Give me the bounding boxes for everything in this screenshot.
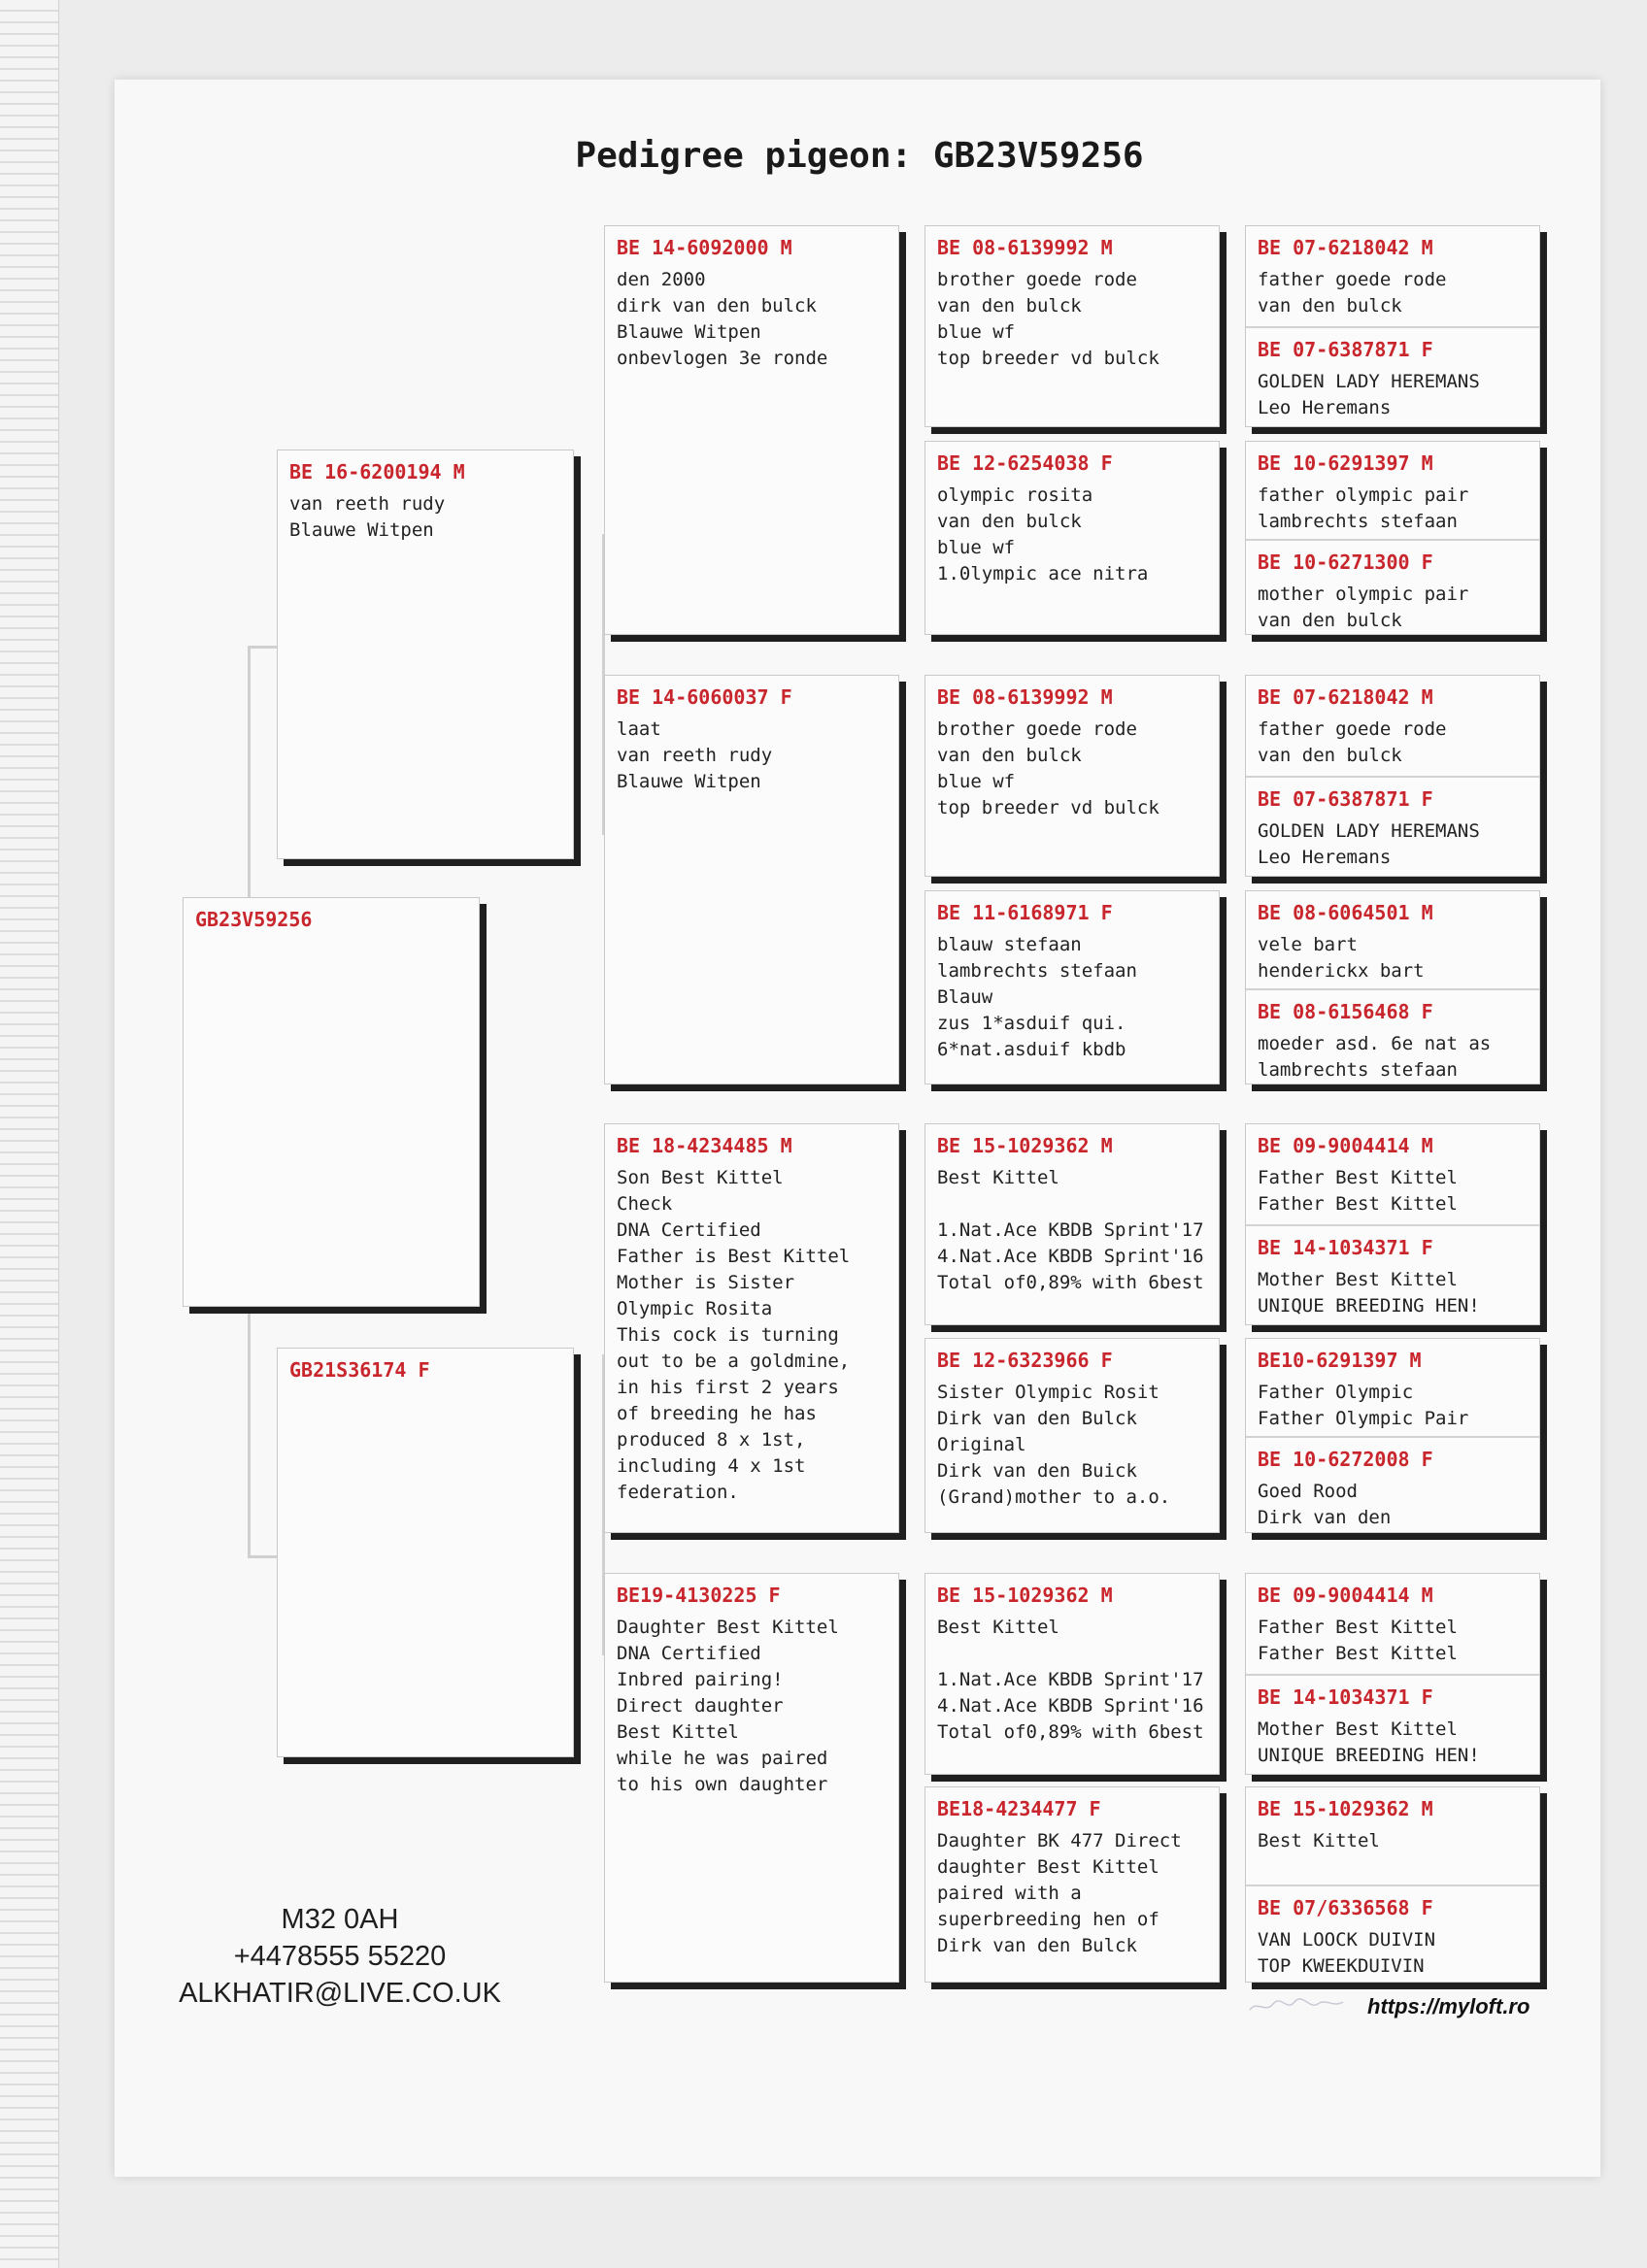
pigeon-card-sire (277, 450, 574, 859)
connector-line (248, 1555, 279, 1558)
pedigree-cell (1246, 1124, 1539, 1224)
pedigree-cell (278, 450, 573, 858)
pigeon-card-great-grandparent (924, 225, 1220, 427)
pigeon-notes: Mother Best Kittel UNIQUE BREEDING HEN! (1258, 1718, 1480, 1766)
pigeon-card-gen4-pair (1245, 441, 1540, 635)
signature-mark (1248, 1996, 1345, 2016)
pigeon-notes: Best Kittel 1.Nat.Ace KBDB Sprint'17 4.Nat.Ace KBDB Sprint'16 Total of0,89% with 6best (937, 1167, 1204, 1293)
pigeon-card-great-grandparent (924, 1123, 1220, 1325)
pigeon-notes: vele bart henderickx bart (1258, 934, 1425, 982)
ring-number: BE 10-6291397 M (1258, 451, 1433, 475)
pedigree-cell (925, 1574, 1219, 1774)
pigeon-notes: father olympic pair lambrechts stefaan (1258, 484, 1469, 532)
ring-number: BE 09-9004414 M (1258, 1584, 1433, 1607)
contact-email: ALKHATIR@LIVE.CO.UK (179, 1978, 501, 2009)
pigeon-card-grandparent (604, 225, 899, 635)
pedigree-cell (605, 1124, 898, 1532)
pigeon-card-great-grandparent (924, 675, 1220, 877)
pigeon-notes: Mother Best Kittel UNIQUE BREEDING HEN! (1258, 1269, 1480, 1317)
pigeon-notes: father goede rode van den bulck (1258, 269, 1447, 317)
pigeon-notes: father goede rode van den bulck (1258, 718, 1447, 766)
ring-number: BE 10-6271300 F (1258, 550, 1433, 574)
pigeon-notes: mother olympic pair van den bulck (1258, 584, 1469, 631)
ring-number: BE 15-1029362 M (937, 1584, 1113, 1607)
website-link[interactable]: https://myloft.ro (1367, 1994, 1530, 2018)
ring-number: BE 12-6323966 F (937, 1349, 1113, 1372)
contact-postcode: M32 0AH (281, 1904, 399, 1935)
ring-number: BE 07-6218042 M (1258, 685, 1433, 709)
ring-number: GB23V59256 (195, 908, 313, 931)
ring-number: BE 08-6064501 M (1258, 901, 1433, 924)
pigeon-notes: den 2000 dirk van den bulck Blauwe Witpen onbevlogen 3e ronde (617, 269, 828, 369)
pedigree-cell (1246, 1224, 1539, 1325)
pedigree-cell (1246, 1787, 1539, 1884)
ring-number: BE 09-9004414 M (1258, 1134, 1433, 1157)
pedigree-cell (605, 226, 898, 634)
pedigree-cell (1246, 539, 1539, 635)
connector-line (248, 646, 279, 649)
pigeon-notes: Best Kittel (1258, 1830, 1380, 1851)
pigeon-card-gen4-pair (1245, 1786, 1540, 1983)
contact-info (165, 1901, 515, 2012)
ring-number: BE 07-6387871 F (1258, 338, 1433, 361)
pigeon-notes: Son Best Kittel Check DNA Certified Father is Best Kittel Mother is Sister Olympic Rosita This cock is turning out to be a goldmine, in his first 2 years of breeding he has produced 8 x 1st, including 4 x 1st federation. (617, 1167, 851, 1503)
pigeon-card-gen4-pair (1245, 225, 1540, 427)
ring-number: BE19-4130225 F (617, 1584, 781, 1607)
pedigree-cell (925, 676, 1219, 876)
ring-number: BE 10-6272008 F (1258, 1448, 1433, 1471)
pedigree-cell (1246, 988, 1539, 1084)
pigeon-card-grandparent (604, 1573, 899, 1983)
ring-number: BE 11-6168971 F (937, 901, 1113, 924)
pigeon-card-subject (183, 897, 480, 1307)
pedigree-cell (1246, 326, 1539, 427)
pedigree-cell (605, 1574, 898, 1982)
binder-edge (0, 0, 59, 2268)
pedigree-cell (925, 1124, 1219, 1324)
pigeon-card-great-grandparent (924, 1573, 1220, 1775)
pigeon-notes: GOLDEN LADY HEREMANS Leo Heremans (1258, 820, 1480, 868)
ring-number: BE10-6291397 M (1258, 1349, 1422, 1372)
pedigree-cell (1246, 891, 1539, 988)
pigeon-notes: VAN LOOCK DUIVIN TOP KWEEKDUIVIN (1258, 1929, 1436, 1977)
pigeon-card-gen4-pair (1245, 1573, 1540, 1775)
pedigree-cell (1246, 226, 1539, 326)
pigeon-notes: laat van reeth rudy Blauwe Witpen (617, 718, 773, 792)
pedigree-cell (278, 1349, 573, 1756)
ring-number: BE 08-6156468 F (1258, 1000, 1433, 1023)
pigeon-notes: Father Olympic Father Olympic Pair (1258, 1382, 1469, 1429)
pedigree-cell (925, 442, 1219, 634)
ring-number: BE 14-6060037 F (617, 685, 792, 709)
pigeon-notes: moeder asd. 6e nat as lambrechts stefaan (1258, 1033, 1492, 1081)
ring-number: BE 08-6139992 M (937, 236, 1113, 259)
ring-number: BE18-4234477 F (937, 1797, 1101, 1820)
pigeon-card-grandparent (604, 1123, 899, 1533)
ring-number: BE 14-6092000 M (617, 236, 792, 259)
pigeon-card-grandparent (604, 675, 899, 1084)
pigeon-notes: brother goede rode van den bulck blue wf top breeder vd bulck (937, 718, 1160, 818)
pedigree-cell (925, 1339, 1219, 1532)
ring-number: BE 14-1034371 F (1258, 1236, 1433, 1259)
pigeon-notes: Sister Olympic Rosit Dirk van den Bulck Original Dirk van den Buick (Grand)mother to a.o. (937, 1382, 1171, 1508)
pigeon-card-great-grandparent (924, 890, 1220, 1084)
pedigree-cell (1246, 442, 1539, 539)
pedigree-cell (925, 1787, 1219, 1982)
pigeon-card-gen4-pair (1245, 1123, 1540, 1325)
ring-number: BE 15-1029362 M (937, 1134, 1113, 1157)
pedigree-cell (1246, 1674, 1539, 1775)
pedigree-cell (1246, 1339, 1539, 1436)
pedigree-cell (1246, 776, 1539, 877)
pigeon-notes: Daughter BK 477 Direct daughter Best Kittel paired with a superbreeding hen of Dirk van den Bulck (937, 1830, 1182, 1956)
pigeon-card-great-grandparent (924, 441, 1220, 635)
pedigree-cell (925, 226, 1219, 426)
ring-number: BE 07-6387871 F (1258, 787, 1433, 811)
ring-number: BE 18-4234485 M (617, 1134, 792, 1157)
contact-phone: +4478555 55220 (233, 1941, 447, 1972)
pigeon-notes: blauw stefaan lambrechts stefaan Blauw zus 1*asduif qui. 6*nat.asduif kbdb (937, 934, 1137, 1060)
pigeon-notes: van reeth rudy Blauwe Witpen (289, 493, 446, 541)
ring-number: BE 16-6200194 M (289, 460, 465, 484)
ring-number: BE 14-1034371 F (1258, 1685, 1433, 1709)
pigeon-notes: olympic rosita van den bulck blue wf 1.0lympic ace nitra (937, 484, 1149, 584)
pedigree-cell (1246, 1884, 1539, 1983)
pedigree-cell (1246, 676, 1539, 776)
pigeon-card-gen4-pair (1245, 890, 1540, 1084)
ring-number: GB21S36174 F (289, 1358, 430, 1382)
pedigree-cell (1246, 1574, 1539, 1674)
ring-number: BE 07-6218042 M (1258, 236, 1433, 259)
pigeon-notes: Daughter Best Kittel DNA Certified Inbred pairing! Direct daughter Best Kittel while he was paired to his own daughter (617, 1617, 839, 1795)
page-title: Pedigree pigeon: GB23V59256 (575, 136, 1144, 176)
pigeon-card-dam (277, 1348, 574, 1757)
pedigree-cell (605, 676, 898, 1084)
pigeon-card-great-grandparent (924, 1338, 1220, 1533)
pigeon-notes: Best Kittel 1.Nat.Ace KBDB Sprint'17 4.Nat.Ace KBDB Sprint'16 Total of0,89% with 6best (937, 1617, 1204, 1743)
pedigree-cell (925, 891, 1219, 1084)
pigeon-card-gen4-pair (1245, 1338, 1540, 1533)
pigeon-notes: brother goede rode van den bulck blue wf top breeder vd bulck (937, 269, 1160, 369)
ring-number: BE 08-6139992 M (937, 685, 1113, 709)
pigeon-notes: Father Best Kittel Father Best Kittel (1258, 1167, 1458, 1215)
pigeon-notes: Father Best Kittel Father Best Kittel (1258, 1617, 1458, 1664)
ring-number: BE 12-6254038 F (937, 451, 1113, 475)
pedigree-cell (184, 898, 479, 1306)
ring-number: BE 15-1029362 M (1258, 1797, 1433, 1820)
pigeon-notes: GOLDEN LADY HEREMANS Leo Heremans (1258, 371, 1480, 418)
pigeon-notes: Goed Rood Dirk van den (1258, 1481, 1392, 1528)
pigeon-card-gen4-pair (1245, 675, 1540, 877)
pedigree-cell (1246, 1436, 1539, 1533)
pigeon-card-great-grandparent (924, 1786, 1220, 1983)
ring-number: BE 07/6336568 F (1258, 1896, 1433, 1919)
